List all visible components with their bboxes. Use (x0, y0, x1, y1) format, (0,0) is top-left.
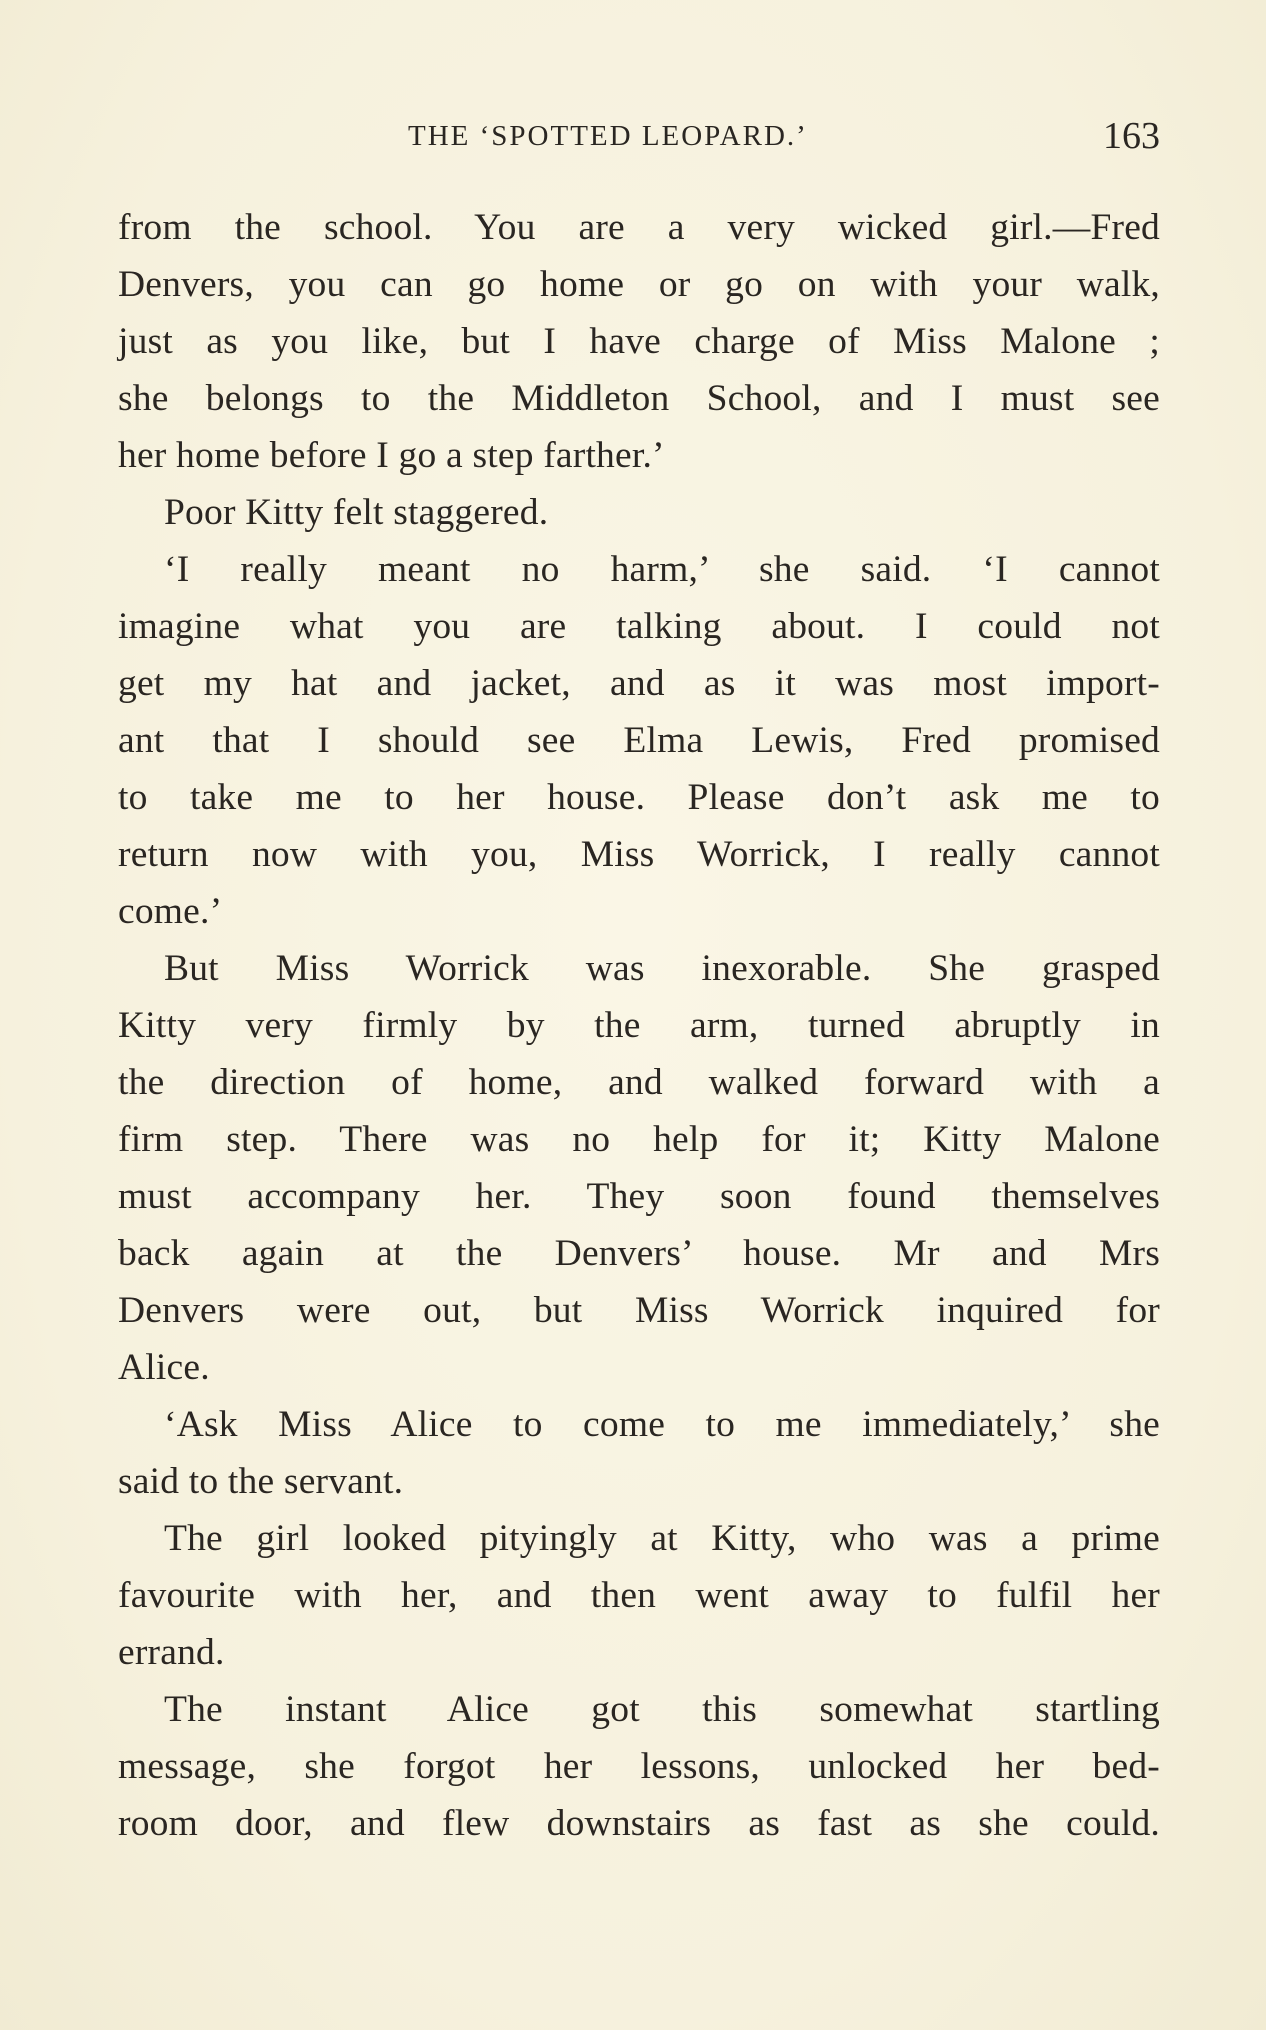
text-line: from the school. You are a very wicked girl.—Fred (118, 207, 1160, 248)
paragraph-start-line: Poor Kitty felt staggered. (164, 492, 549, 533)
text-line: Denvers, you can go home or go on with your walk, (118, 264, 1160, 305)
page-header (118, 114, 1160, 164)
paragraph-start-line: ‘I really meant no harm,’ she said. ‘I cannot (164, 549, 1160, 590)
body-text (118, 199, 1160, 1852)
paragraph-start-line: ‘Ask Miss Alice to come to me immediately,’ she (164, 1404, 1160, 1445)
text-line: room door, and flew downstairs as fast as she could. (118, 1803, 1160, 1844)
text-line: get my hat and jacket, and as it was most import- (118, 663, 1160, 704)
text-line: imagine what you are talking about. I could not (118, 606, 1160, 647)
text-line: back again at the Denvers’ house. Mr and Mrs (118, 1233, 1160, 1274)
paragraph-start-line: The instant Alice got this somewhat startling (164, 1689, 1160, 1730)
text-line: message, she forgot her lessons, unlocked her bed- (118, 1746, 1160, 1787)
text-line: favourite with her, and then went away to fulfil her (118, 1575, 1160, 1616)
text-line: said to the servant. (118, 1461, 404, 1502)
text-line: ant that I should see Elma Lewis, Fred promised (118, 720, 1160, 761)
text-line: she belongs to the Middleton School, and I must see (118, 378, 1160, 419)
text-line: just as you like, but I have charge of Miss Malone ; (118, 321, 1160, 362)
text-line: return now with you, Miss Worrick, I really cannot (118, 834, 1160, 875)
text-line: come.’ (118, 891, 223, 932)
page-number: 163 (1103, 115, 1160, 157)
paragraph-start-line: But Miss Worrick was inexorable. She grasped (164, 948, 1160, 989)
text-line: must accompany her. They soon found themselves (118, 1176, 1160, 1217)
text-line: to take me to her house. Please don’t ask me to (118, 777, 1160, 818)
paragraph-start-line: The girl looked pityingly at Kitty, who was a prime (164, 1518, 1160, 1559)
text-line: her home before I go a step farther.’ (118, 435, 665, 476)
running-title: THE ‘SPOTTED LEOPARD.’ (408, 120, 808, 152)
text-line: Denvers were out, but Miss Worrick inquired for (118, 1290, 1160, 1331)
text-line: Kitty very firmly by the arm, turned abruptly in (118, 1005, 1160, 1046)
text-line: firm step. There was no help for it; Kitty Malone (118, 1119, 1160, 1160)
text-line: Alice. (118, 1347, 210, 1388)
text-line: errand. (118, 1632, 225, 1673)
text-line: the direction of home, and walked forward with a (118, 1062, 1160, 1103)
